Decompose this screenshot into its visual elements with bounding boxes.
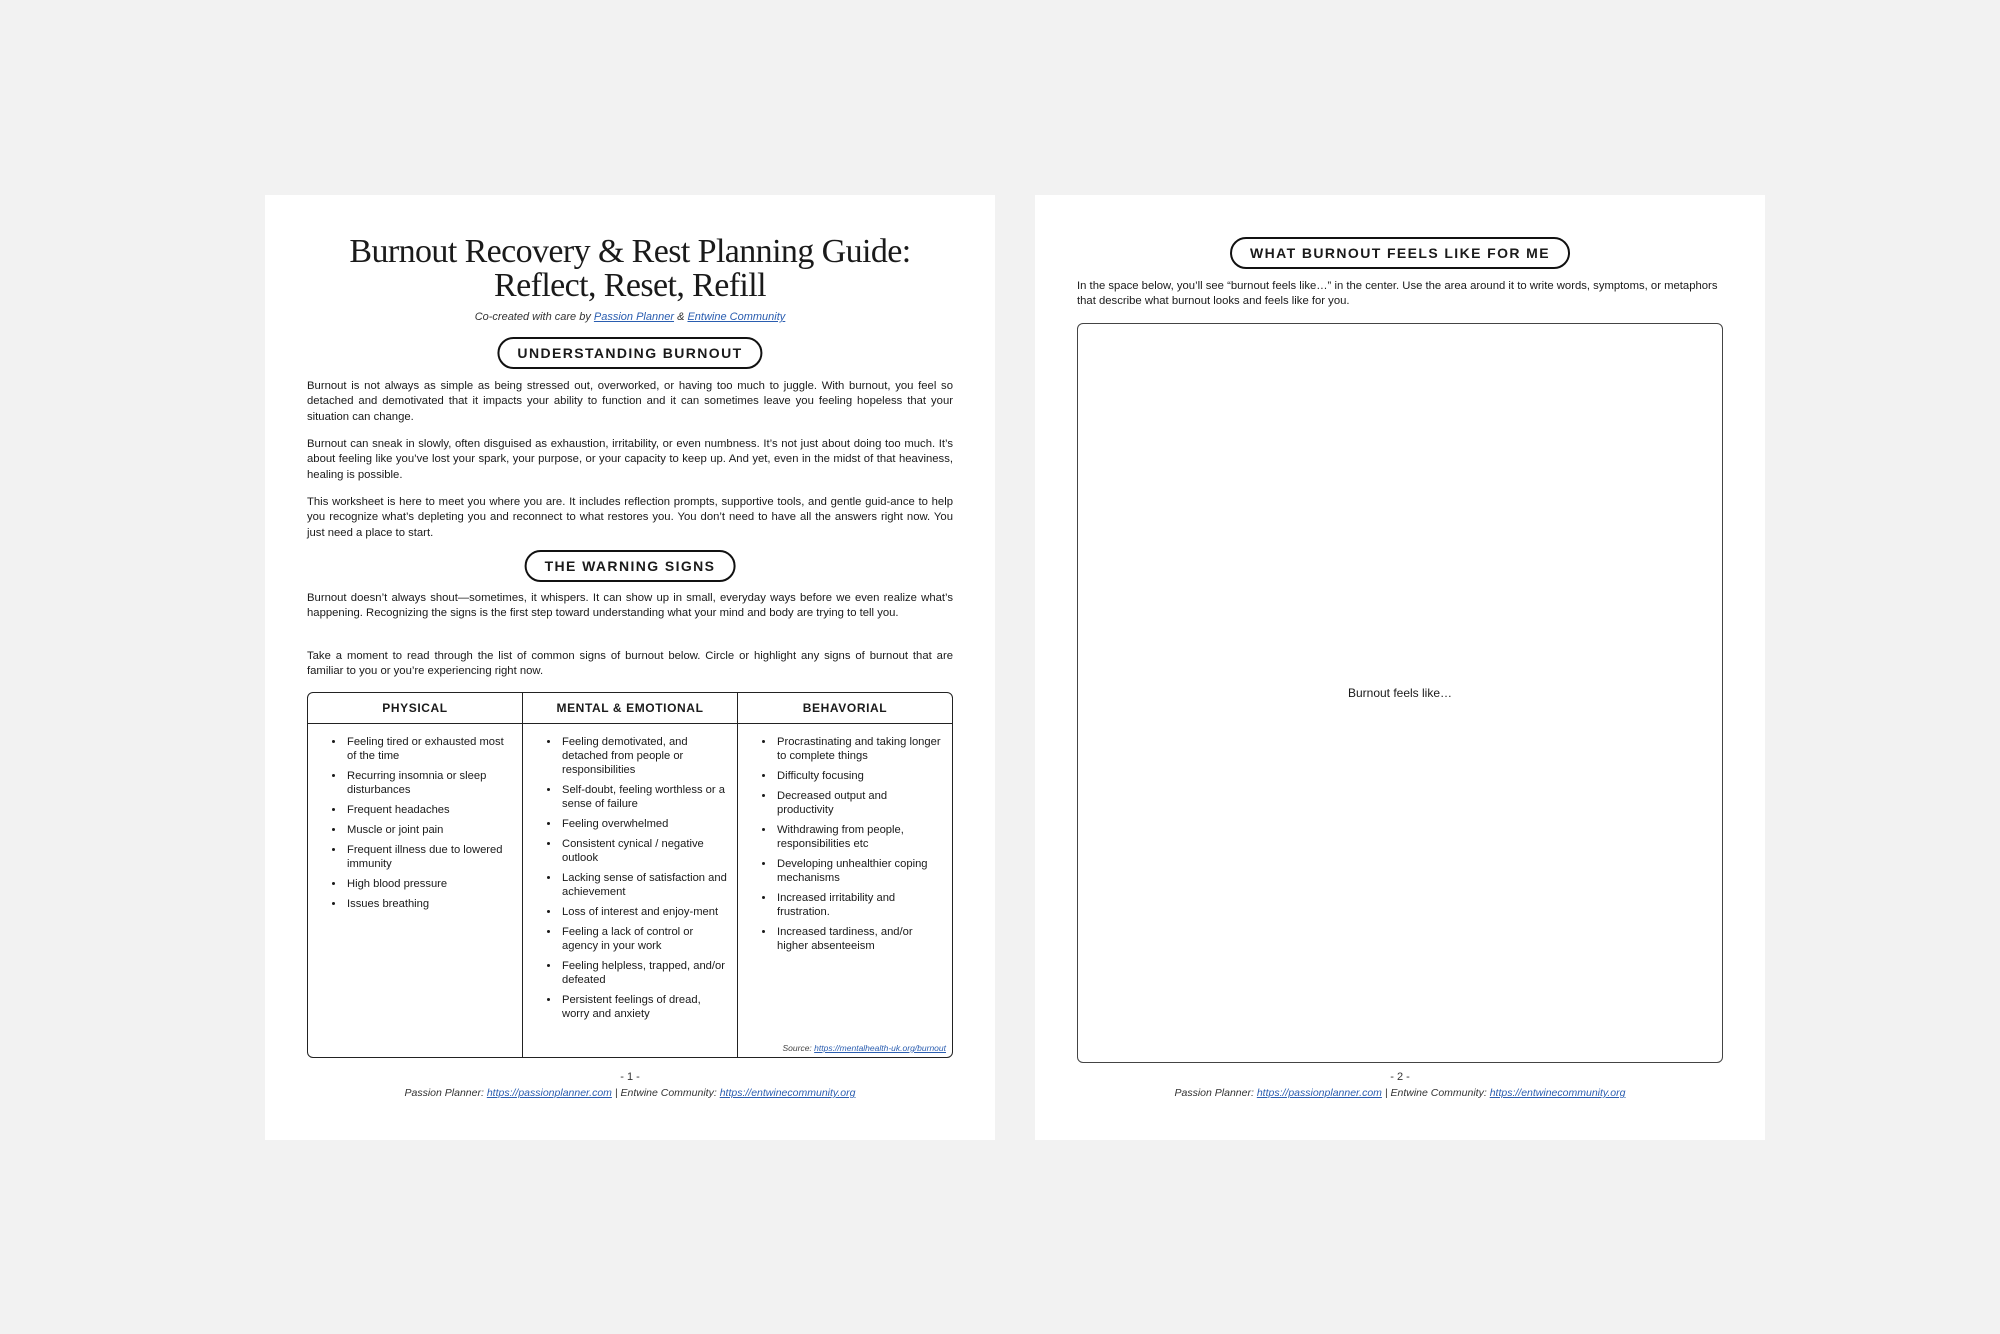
signs-paragraph-1: Burnout doesn’t always shout—sometimes, it whispers. It can show up in small, everyday ways before we even realize what’s happening. Recognizing the signs is the first step toward understanding what your mind and body are trying to tell you. — [307, 592, 953, 620]
passion-planner-link[interactable]: Passion Planner — [593, 311, 675, 323]
list-item: • Recurring insomnia or sleep disturbances — [345, 769, 514, 797]
behavioral-header: BEHAVORIAL — [737, 693, 952, 723]
list-item: • Lacking sense of satisfaction and achievement — [560, 871, 729, 899]
list-item: • Increased tardiness, and/or higher absenteeism — [775, 925, 944, 953]
understanding-burnout-heading: UNDERSTANDING BURNOUT — [497, 337, 762, 369]
signs-paragraph-2: Take a moment to read through the list of common signs of burnout below. Circle or highlight any signs of burnout that are familiar to you or you’re experiencing right now. — [307, 650, 953, 678]
list-item: • Increased irritability and frustration. — [775, 891, 944, 919]
list-item: • Muscle or joint pain — [345, 823, 514, 837]
footer-entwine-link[interactable]: https://entwinecommunity.org — [1489, 1087, 1626, 1099]
list-item: • Feeling helpless, trapped, and/or defeated — [560, 959, 729, 987]
list-item: • Decreased output and productivity — [775, 789, 944, 817]
behavioral-signs-list — [760, 735, 944, 953]
credits-prefix: Co-created with care by — [474, 311, 594, 323]
burnout-signs-table — [307, 692, 953, 1058]
table-header-row — [308, 693, 952, 724]
credits-line — [265, 311, 995, 323]
mental-emotional-header: MENTAL & EMOTIONAL — [522, 693, 737, 723]
list-item: • Loss of interest and enjoy-ment — [560, 905, 729, 919]
list-item: • Procrastinating and taking longer to complete things — [775, 735, 944, 763]
footer-separator: | Entwine Community: — [611, 1087, 720, 1099]
list-item: • Issues breathing — [345, 897, 514, 911]
title-block — [265, 235, 995, 323]
page-footer — [1035, 1087, 1765, 1099]
entwine-community-link[interactable]: Entwine Community — [687, 311, 786, 323]
list-item: • Self-doubt, feeling worthless or a sense of failure — [560, 783, 729, 811]
page-footer — [265, 1087, 995, 1099]
footer-entwine-link[interactable]: https://entwinecommunity.org — [719, 1087, 856, 1099]
list-item: • Feeling overwhelmed — [560, 817, 729, 831]
center-prompt: Burnout feels like… — [1347, 686, 1453, 700]
title-line-2: Reflect, Reset, Refill — [494, 267, 766, 304]
list-item: • High blood pressure — [345, 877, 514, 891]
footer-pp-label: Passion Planner: — [404, 1087, 487, 1099]
source-label: Source: — [782, 1043, 815, 1053]
title-line-1: Burnout Recovery & Rest Planning Guide: — [349, 233, 911, 270]
understanding-paragraph-1: Burnout is not always as simple as being stressed out, overworked, or having too much to juggle. With burnout, you feel so detached and demotivated that it impacts your ability to function and it can sometimes leave you feeling hopeless that your situation can change. — [307, 380, 953, 423]
list-item: • Feeling tired or exhausted most of the time — [345, 735, 514, 763]
page-number: - 1 - — [620, 1071, 640, 1083]
list-item: • Developing unhealthier coping mechanisms — [775, 857, 944, 885]
list-item: • Feeling a lack of control or agency in your work — [560, 925, 729, 953]
list-item: • Frequent headaches — [345, 803, 514, 817]
list-item: • Frequent illness due to lowered immunity — [345, 843, 514, 871]
page-number: - 2 - — [1390, 1071, 1410, 1083]
page2-intro: In the space below, you’ll see “burnout feels like…” in the center. Use the area around it to write words, symptoms, or metaphors that describe what burnout looks and feels like for you. — [1077, 280, 1718, 308]
understanding-paragraph-2: Burnout can sneak in slowly, often disguised as exhaustion, irritability, or even numbness. It’s not just about doing too much. It’s about feeling like you’ve lost your spark, your purpose, or your capacity to keep up. And yet, even in the midst of that heaviness, healing is possible. — [307, 438, 953, 481]
worksheet-page-1 — [265, 195, 995, 1140]
table-body-row — [308, 724, 952, 1058]
reflection-writing-area[interactable] — [1077, 323, 1723, 1063]
source-link[interactable]: https://mentalhealth-uk.org/burnout — [814, 1043, 946, 1053]
footer-passion-planner-link[interactable]: https://passionplanner.com — [486, 1087, 612, 1099]
mental-signs-list — [545, 735, 729, 1021]
behavioral-column — [737, 724, 952, 1058]
credits-amp: & — [674, 311, 688, 323]
document-title — [265, 235, 995, 303]
worksheet-page-2 — [1035, 195, 1765, 1140]
list-item: • Feeling demotivated, and detached from people or responsibilities — [560, 735, 729, 777]
physical-signs-list — [330, 735, 514, 911]
list-item: • Persistent feelings of dread, worry and anxiety — [560, 993, 729, 1021]
footer-separator: | Entwine Community: — [1381, 1087, 1490, 1099]
list-item: • Consistent cynical / negative outlook — [560, 837, 729, 865]
burnout-feels-heading: WHAT BURNOUT FEELS LIKE FOR ME — [1230, 237, 1570, 269]
list-item: • Difficulty focusing — [775, 769, 944, 783]
physical-column — [308, 724, 522, 1058]
footer-passion-planner-link[interactable]: https://passionplanner.com — [1256, 1087, 1382, 1099]
understanding-paragraph-3: This worksheet is here to meet you where you are. It includes reflection prompts, supportive tools, and gentle guid-ance to help you recognize what’s depleting you and reconnect to what restores you. You don’t need to have all the answers right now. You just need a place to start. — [307, 496, 953, 539]
mental-emotional-column — [522, 724, 737, 1058]
list-item: • Withdrawing from people, responsibilities etc — [775, 823, 944, 851]
physical-header: PHYSICAL — [382, 701, 448, 715]
warning-signs-heading: THE WARNING SIGNS — [525, 550, 736, 582]
footer-pp-label: Passion Planner: — [1174, 1087, 1257, 1099]
source-note — [783, 1043, 947, 1053]
